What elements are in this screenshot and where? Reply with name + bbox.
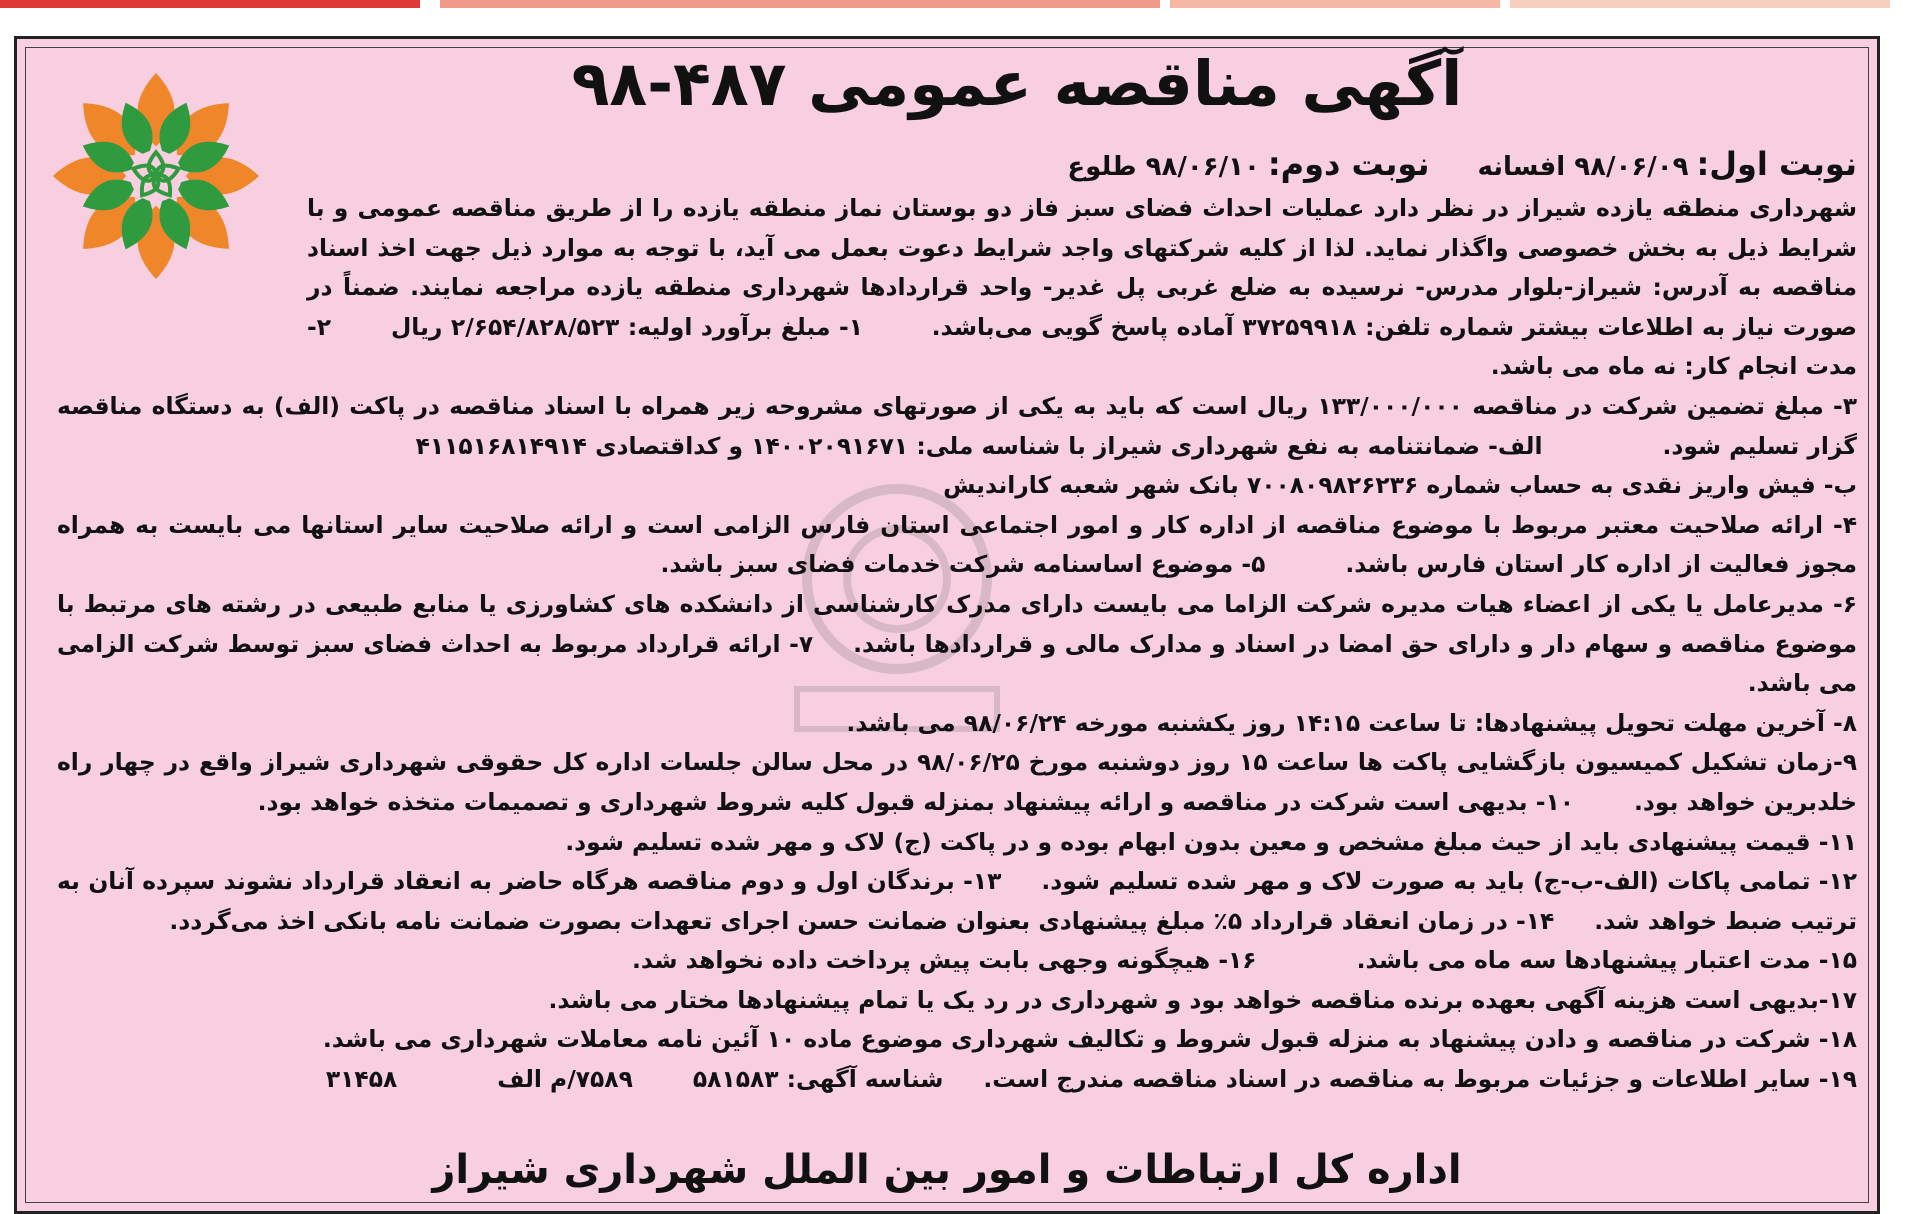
ad-code-1: ۷۵۸۹/م الف — [497, 1065, 633, 1094]
tender-notice — [14, 36, 1880, 1214]
item-3a: الف- ضمانتنامه به نفع شهرداری شیراز با شناسه ملی: ۱۴۰۰۲۰۹۱۶۷۱ و کداقتصادی ۴۱۱۵۱۶۸۱۴۹۱۴ — [415, 431, 1543, 460]
second-turn-value: ۹۸/۰۶/۱۰ طلوع — [1067, 152, 1260, 182]
item-1: ۱- مبلغ برآورد اولیه: ۲/۶۵۴/۸۲۸/۵۲۳ ریال — [391, 312, 863, 341]
ad-id: شناسه آگهی: ۵۸۱۵۸۳ — [692, 1065, 944, 1094]
item-12: ۱۲- تمامی پاکات (الف-ب-ج) باید به صورت لاک و مهر شده تسلیم شود. — [1041, 867, 1857, 896]
item-2: ۲- مدت انجام کار: نه ماه می باشد. — [307, 312, 1857, 381]
page-title: آگهی مناقصه عمومی ۴۸۷-۹۸ — [571, 47, 1463, 120]
item-5: ۵- موضوع اساسنامه شرکت خدمات فضای سبز باشد. — [660, 550, 1266, 579]
item-13: ۱۳- برندگان اول و دوم مناقصه هرگاه حاضر به انعقاد قرارداد نشوند سپرده آنان به ترتیب ضبط خواهد شد. — [57, 867, 1857, 935]
item-16: ۱۶- هیچگونه وجهی بابت پیش پرداخت داده نخواهد شد. — [632, 946, 1257, 975]
item-18: ۱۸- شرکت در مناقصه و دادن پیشنهاد به منزله قبول شروط و تکالیف شهرداری موضوع ماده ۱۰ آئین نامه معاملات شهرداری می باشد. — [322, 1025, 1857, 1054]
item-8: ۸- آخرین مهلت تحویل پیشنهادها: تا ساعت ۱۴:۱۵ روز یکشنبه مورخه ۹۸/۰۶/۲۴ می باشد. — [846, 708, 1857, 737]
item-14: ۱۴- در زمان انعقاد قرارداد ۵٪ مبلغ پیشنهادی بعنوان ضمانت حسن اجرای تعهدات بصورت ضمانت نامه بانکی اخذ می‌گردد. — [169, 906, 1555, 935]
notice-body — [57, 189, 1857, 1100]
ad-code-2: ۳۱۴۵۸ — [325, 1065, 398, 1094]
item-7: ۷- ارائه قرارداد مربوط به احداث فضای سبز توسط شرکت الزامی می باشد. — [57, 629, 1857, 698]
item-10: ۱۰- بدیهی است شرکت در مناقصه و ارائه پیشنهاد بمنزله قبول کلیه شروط شهرداری و تصمیمات متخذه خواهد بود. — [257, 787, 1575, 816]
top-color-strip — [0, 0, 1906, 14]
item-3: ۳- مبلغ تضمین شرکت در مناقصه ۱۳۳/۰۰۰/۰۰۰ ریال است که باید به یکی از صورتهای مشروحه زیر همراه با اسناد مناقصه در پاکت (الف) به دستگاه مناقصه گزار تسلیم شود. — [57, 391, 1858, 460]
second-turn-label: نوبت دوم: — [1267, 145, 1430, 183]
intro-text: شهرداری منطقه یازده شیراز در نظر دارد عملیات احداث فضای سبز فاز دو بوستان نماز منطقه یازده را از طریق مناقصه عمومی و با شرایط ذیل به بخش خصوصی واگذار نماید. لذا از کلیه شرکتهای واجد شرایط دعوت بعمل می آید، با توجه به موارد ذیل جهت اخذ اسناد مناقصه به آدرس: شیراز-بلوار مدرس- نرسیده به ضلع غربی پل غدیر- واحد قراردادها شهرداری منطقه یازده مراجعه نمایند. ضمناً در صورت نیاز به اطلاعات بیشتر شماره تلفن: ۳۷۲۵۹۹۱۸ آماده پاسخ گویی می‌باشد. — [307, 194, 1857, 341]
first-turn-value: ۹۸/۰۶/۰۹ افسانه — [1477, 152, 1689, 182]
item-11: ۱۱- قیمت پیشنهادی باید از حیث مبلغ مشخص و معین بدون ابهام بوده و در پاکت (ج) لاک و مهر شده تسلیم شود. — [565, 827, 1857, 856]
footer-signature: اداره کل ارتباطات و امور بین الملل شهرداری شیراز — [432, 1147, 1462, 1193]
item-6: ۶- مدیرعامل یا یکی از اعضاء هیات مدیره شرکت الزاما می بایست دارای مدرک کارشناسی از دانشکده های کشاورزی یا منابع طبیعی در رشته های مرتبط با موضوع مناقصه و سهام دار و دارای حق امضا در اسناد و مدارک مالی و قراردادها باشد. — [57, 589, 1857, 658]
item-4: ۴- ارائه صلاحیت معتبر مربوط با موضوع مناقصه از اداره کار و امور اجتماعی استان فارس الزامی است و ارائه صلاحیت سایر استانها می بایست به همراه مجوز فعالیت از اداره کار استان فارس باشد. — [57, 510, 1857, 579]
item-15: ۱۵- مدت اعتبار پیشنهادها سه ماه می باشد. — [1356, 946, 1857, 975]
item-17: ۱۷-بدیهی است هزینه آگهی بعهده برنده مناقصه خواهد بود و شهرداری در رد یک یا تمام پیشنهادها مختار می باشد. — [548, 985, 1857, 1014]
publication-turns — [1067, 145, 1857, 183]
item-3b: ب- فیش واریز نقدی به حساب شماره ۷۰۰۸۰۹۸۲۶۲۳۶ بانک شهر شعبه کاراندیش — [943, 471, 1857, 500]
first-turn-label: نوبت اول: — [1696, 145, 1857, 183]
item-9: ۹-زمان تشکیل کمیسیون بازگشایی پاکت ها ساعت ۱۵ روز دوشنبه مورخ ۹۸/۰۶/۲۵ در محل سالن جلسات اداره کل حقوقی شهرداری شیراز واقع در چهار راه خلدبرین خواهد بود. — [57, 748, 1857, 816]
item-19: ۱۹- سایر اطلاعات و جزئیات مربوط به مناقصه در اسناد مناقصه مندرج است. — [983, 1065, 1857, 1094]
